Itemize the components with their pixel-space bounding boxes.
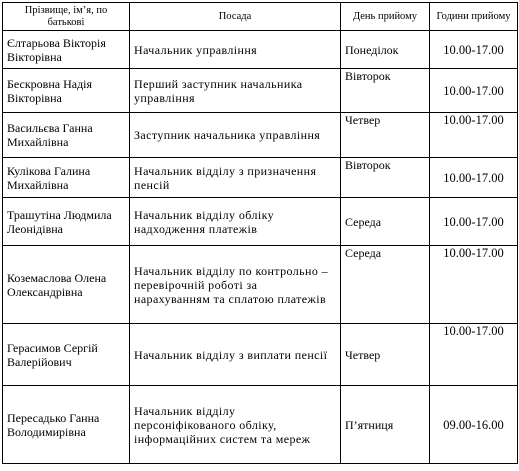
cell-name: Герасимов Сергій Валерійович	[3, 324, 130, 386]
cell-day: Вівторок	[341, 158, 430, 198]
table-row	[3, 386, 518, 464]
cell-day: Середа	[341, 198, 430, 246]
cell-name: Васильєва Ганна Михайлівна	[3, 113, 130, 158]
cell-name: Бескровна Надія Вікторівна	[3, 69, 130, 113]
cell-name: Коземаслова Олена Олександрівна	[3, 246, 130, 324]
header-hours: Години прийому	[430, 3, 518, 31]
cell-hours: 09.00-16.00	[430, 386, 518, 464]
header-row	[3, 3, 518, 31]
cell-day: П’ятниця	[341, 386, 430, 464]
cell-position: Начальник відділу з призначення пенсій	[130, 158, 341, 198]
cell-hours: 10.00-17.00	[430, 113, 518, 158]
table-row	[3, 69, 518, 113]
cell-name: Пересадько Ганна Володимирівна	[3, 386, 130, 464]
cell-day: Понеділок	[341, 31, 430, 69]
table-row	[3, 113, 518, 158]
cell-position: Начальник відділу з виплати пенсії	[130, 324, 341, 386]
cell-position: Перший заступник начальника управління	[130, 69, 341, 113]
table-row	[3, 198, 518, 246]
table-row	[3, 31, 518, 69]
header-name: Прізвище, ім’я, по батькові	[3, 3, 130, 31]
cell-position: Начальник відділу по контрольно – перевірочній роботі за нарахуванням та сплатою платежів	[130, 246, 341, 324]
cell-name: Єлтарьова Вікторія Вікторівна	[3, 31, 130, 69]
cell-position: Начальник управління	[130, 31, 341, 69]
cell-day: Середа	[341, 246, 430, 324]
cell-hours: 10.00-17.00	[430, 198, 518, 246]
cell-day: Четвер	[341, 324, 430, 386]
cell-hours: 10.00-17.00	[430, 324, 518, 386]
table-row	[3, 246, 518, 324]
cell-name: Кулікова Галина Михайлівна	[3, 158, 130, 198]
cell-hours: 10.00-17.00	[430, 69, 518, 113]
reception-schedule-table	[2, 2, 518, 464]
cell-position: Начальник відділу обліку надходження платежів	[130, 198, 341, 246]
cell-hours: 10.00-17.00	[430, 31, 518, 69]
cell-hours: 10.00-17.00	[430, 246, 518, 324]
table-row	[3, 158, 518, 198]
cell-day: Четвер	[341, 113, 430, 158]
cell-day: Вівторок	[341, 69, 430, 113]
cell-name: Трашутіна Людмила Леонідівна	[3, 198, 130, 246]
header-day: День прийому	[341, 3, 430, 31]
cell-position: Заступник начальника управління	[130, 113, 341, 158]
header-position: Посада	[130, 3, 341, 31]
cell-hours: 10.00-17.00	[430, 158, 518, 198]
cell-position: Начальник відділу персоніфікованого обліку, інформаційних систем та мереж	[130, 386, 341, 464]
reception-schedule	[2, 2, 518, 464]
table-row	[3, 324, 518, 386]
